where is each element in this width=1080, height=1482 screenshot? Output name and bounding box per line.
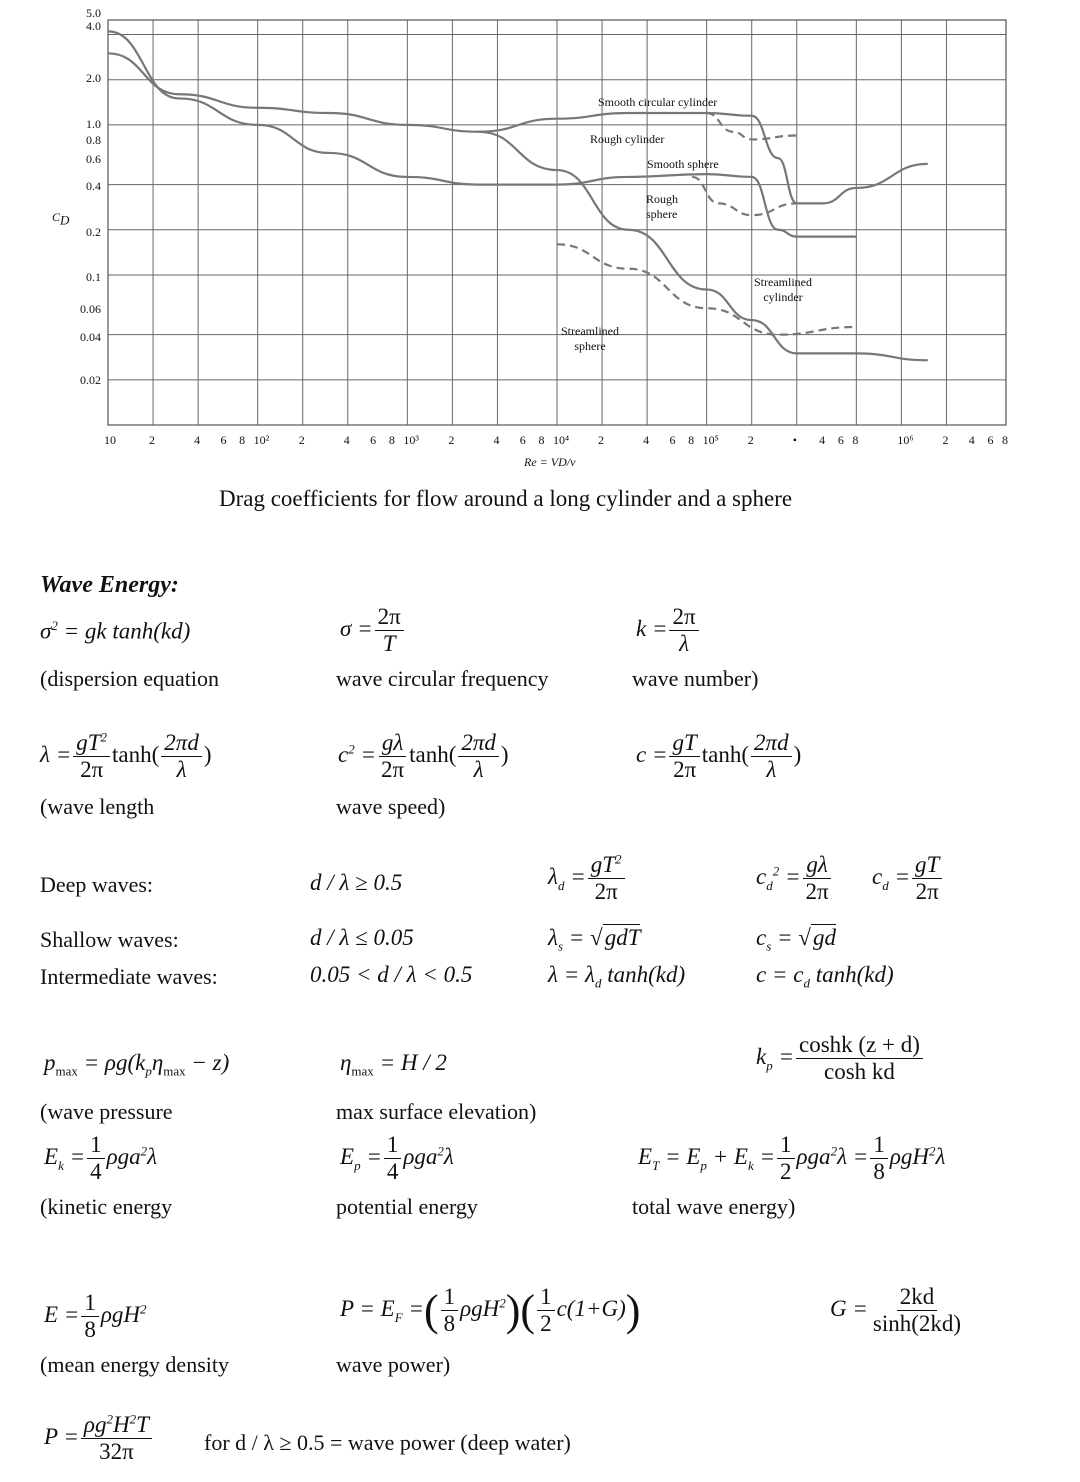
series-rough-sphere: [692, 177, 797, 215]
x-tick: 8: [852, 433, 859, 447]
x-tick: 2: [747, 433, 754, 447]
g-formula: G = $\frac{2kd}{\sinh(2kd)}$: [830, 1284, 962, 1337]
x-tick: 2: [298, 433, 305, 447]
annotation-streamlined-cylinder: Streamlined cylinder: [754, 275, 812, 304]
wave-power-formula: $P = E_F$ =( $\frac{1}{8}$ ρgH$^2$)( $\frac{1}{2}$ c(1+G)): [340, 1284, 641, 1337]
kp-formula: $k_p$ = $\frac{\cosh k (z + d)}{\text{cosh kd}}$: [756, 1032, 925, 1086]
cd-formula: $c_d$ = $\frac{gT}{2\pi}$: [872, 852, 944, 906]
med-label: (mean energy density: [40, 1352, 229, 1377]
x-tick: 10⁵: [702, 433, 719, 447]
ep-formula: $E_p$ = $\frac{1}{4}$ ρga$^2$λ: [340, 1132, 454, 1185]
intermediate-condition: 0.05 < d / λ < 0.5: [310, 962, 473, 987]
dispersion-equation: $\sigma^2$ = gk tanh(kd): [40, 618, 191, 644]
x-tick: 6: [669, 433, 676, 447]
annotation-streamlined-sphere: Streamlined sphere: [561, 324, 619, 353]
lambda-intermediate: $\lambda = \lambda_d$ tanh(kd): [548, 962, 686, 991]
x-tick: 10: [104, 433, 116, 447]
x-tick: 6: [519, 433, 526, 447]
x-tick: 10⁶: [897, 433, 914, 447]
y-tick: 0.8: [86, 133, 101, 147]
y-tick: 1.0: [86, 117, 101, 131]
x-tick: 2: [942, 433, 949, 447]
eta-formula: $\eta_{max} = H / 2$: [340, 1050, 447, 1079]
y-tick: 0.6: [86, 152, 101, 166]
lambda-deep: $\lambda_d$ = $\frac{gT^2}{2\pi}$: [548, 852, 627, 906]
wave-speed-formula: $c^2$ = $\frac{g\lambda}{2\pi}$ tanh( $\frac{2\pi d}{\lambda}$ ): [338, 730, 509, 783]
section-heading: Wave Energy:: [40, 572, 179, 598]
drag-coefficient-chart: [0, 0, 1080, 480]
deep-label: Deep waves:: [40, 872, 154, 897]
x-tick: 4: [194, 433, 201, 447]
x-axis-label: Re = VD/ν: [524, 455, 576, 469]
x-tick: 4: [343, 433, 350, 447]
sigma-label: wave circular frequency: [336, 666, 549, 691]
x-tick: 8: [1002, 433, 1008, 447]
dispersion-label: (dispersion equation: [40, 666, 220, 691]
y-tick: 0.2: [86, 225, 101, 239]
shallow-label: Shallow waves:: [40, 927, 179, 952]
k-label: wave number): [632, 666, 759, 691]
x-tick: 8: [388, 433, 395, 447]
y-tick: 0.4: [86, 179, 101, 193]
x-tick: 4: [643, 433, 650, 447]
x-tick: 8: [538, 433, 545, 447]
x-tick: 10²: [253, 433, 270, 447]
y-tick: 0.02: [80, 373, 101, 387]
x-tick: 2: [149, 433, 156, 447]
te-label: total wave energy): [632, 1194, 796, 1219]
intermediate-label: Intermediate waves:: [40, 964, 218, 989]
c-intermediate: $c = c_d$ tanh(kd): [756, 962, 894, 991]
chart-caption: Drag coefficients for flow around a long cylinder and a sphere: [219, 486, 793, 511]
y-tick: 5.0: [86, 6, 101, 20]
series-smooth-circular-cylinder: [108, 53, 928, 203]
ke-label: (kinetic energy: [40, 1194, 173, 1219]
lambda-shallow: $\lambda_s = √gdT$: [548, 925, 641, 954]
x-tick: 2: [598, 433, 605, 447]
y-tick: 0.06: [80, 302, 101, 316]
x-tick: 6: [220, 433, 227, 447]
k-formula: k = $\frac{2\pi}{\lambda}$: [636, 604, 701, 658]
x-tick: •: [792, 433, 797, 447]
x-tick: 4: [819, 433, 826, 447]
chart-grid: [108, 20, 1006, 425]
y-tick: 0.1: [86, 270, 101, 284]
x-tick: 10³: [403, 433, 419, 447]
et-formula: $E_T = E_p + E_k$ = $\frac{1}{2}$ ρga$^2$λ = $\frac{1}{8}$ ρgH$^2$λ: [638, 1132, 946, 1185]
cd-squared: $c_d^2$ = $\frac{g\lambda}{2\pi}$: [756, 852, 834, 906]
energy-density-formula: E = $\frac{1}{8}$ ρgH$^2$: [44, 1290, 147, 1343]
x-tick: 6: [370, 433, 377, 447]
annotation-rough-sphere: Rough sphere: [646, 192, 679, 221]
x-tick: 8: [688, 433, 695, 447]
eta-label: max surface elevation): [336, 1099, 537, 1124]
wave-speed-label: wave speed): [336, 794, 446, 819]
series-smooth-sphere: [108, 31, 856, 236]
deep-power-label: for d / λ ≥ 0.5 = wave power (deep water): [204, 1430, 571, 1455]
wavelength-formula: λ = $\frac{gT^2}{2\pi}$ tanh( $\frac{2\pi d}{\lambda}$ ): [40, 729, 212, 783]
y-tick: 4.0: [86, 19, 101, 33]
x-tick: 6: [987, 433, 994, 447]
pressure-label: (wave pressure: [40, 1099, 173, 1124]
annotation-smooth-cylinder: Smooth circular cylinder: [598, 95, 718, 109]
x-tick: 2: [448, 433, 455, 447]
ek-formula: $E_k$ = $\frac{1}{4}$ ρga$^2$λ: [44, 1132, 158, 1185]
y-tick: 2.0: [86, 71, 101, 85]
c-formula: c = $\frac{gT}{2\pi}$ tanh( $\frac{2\pi d}{\lambda}$ ): [636, 730, 802, 783]
cs-formula: $c_s = √gd$: [756, 925, 836, 954]
x-tick: 10⁴: [553, 433, 570, 447]
deep-power-formula: P = $\frac{\rho g^2H^2T}{32\pi}$: [44, 1412, 154, 1466]
annotation-smooth-sphere: Smooth sphere: [647, 157, 719, 171]
x-tick: 6: [837, 433, 844, 447]
pmax-formula: $p_{max} = \rho g(k_p\eta_{max} - z)$: [44, 1050, 230, 1079]
annotation-rough-cylinder: Rough cylinder: [590, 132, 665, 146]
shallow-condition: d / λ ≤ 0.05: [310, 925, 414, 950]
sigma-formula: σ = $\frac{2\pi}{T}$: [340, 604, 406, 658]
deep-condition: d / λ ≥ 0.5: [310, 870, 403, 895]
pe-label: potential energy: [336, 1194, 478, 1219]
chart-series: [108, 31, 928, 360]
wp-label: wave power): [336, 1352, 451, 1377]
x-tick: 4: [493, 433, 500, 447]
x-tick: 8: [239, 433, 246, 447]
x-tick: 4: [968, 433, 975, 447]
y-axis-label: $C_D$: [52, 210, 70, 228]
wavelength-label: (wave length: [40, 794, 155, 819]
y-tick: 0.04: [80, 330, 101, 344]
